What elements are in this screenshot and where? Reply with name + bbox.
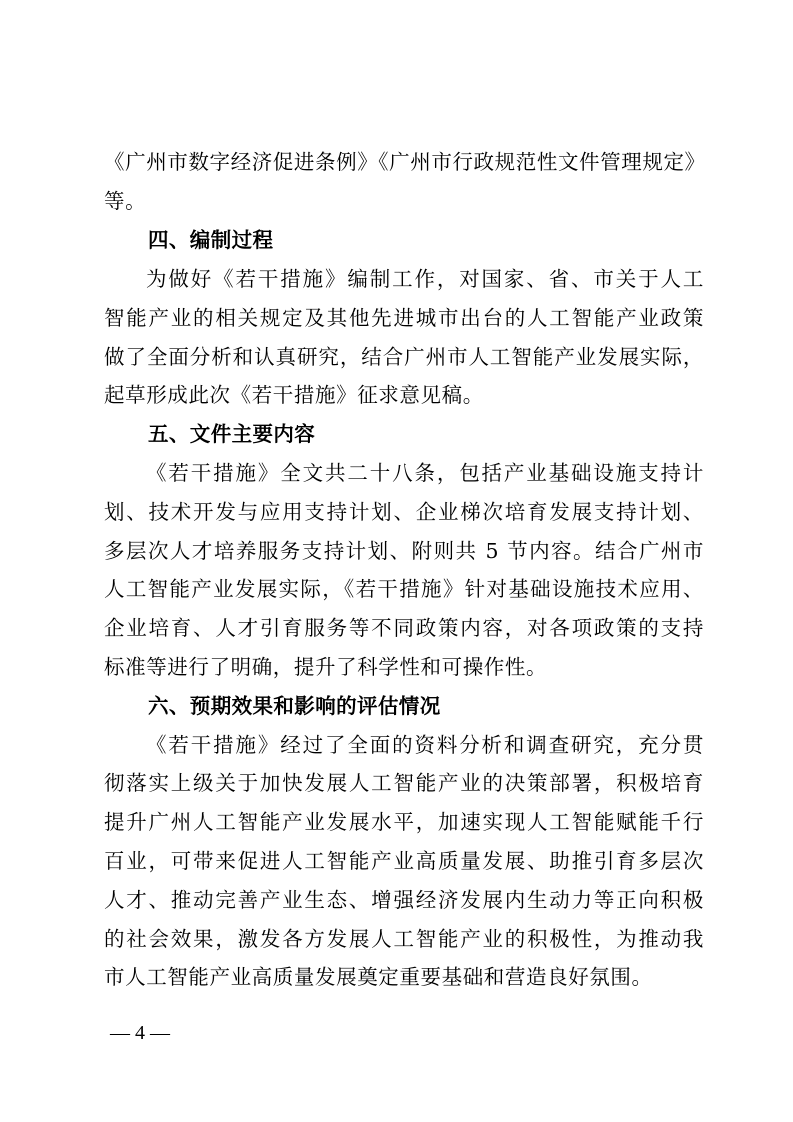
- paragraph-line: 多层次人才培养服务支持计划、附则共 5 节内容。结合广州市: [104, 539, 704, 563]
- paragraph-line: 的社会效果，激发各方发展人工智能产业的积极性，为推动我: [104, 927, 704, 951]
- paragraph-line: 企业培育、人才引育服务等不同政策内容，对各项政策的支持: [104, 616, 704, 640]
- section-heading-5: 五、文件主要内容: [148, 422, 316, 446]
- page-number: — 4 —: [110, 1022, 170, 1044]
- paragraph-line: 市人工智能产业高质量发展奠定重要基础和营造良好氛围。: [104, 965, 653, 989]
- paragraph-line: 标准等进行了明确，提升了科学性和可操作性。: [104, 655, 548, 679]
- paragraph-line: 《广州市数字经济促进条例》《广州市行政规范性文件管理规定》: [104, 150, 706, 174]
- paragraph-line: 起草形成此次《若干措施》征求意见稿。: [104, 383, 484, 407]
- paragraph-line: 彻落实上级关于加快发展人工智能产业的决策部署，积极培育: [104, 771, 704, 795]
- paragraph-line: 人才、推动完善产业生态、增强经济发展内生动力等正向积极: [104, 888, 704, 912]
- paragraph-line: 智能产业的相关规定及其他先进城市出台的人工智能产业政策: [104, 306, 704, 330]
- paragraph-line: 提升广州人工智能产业发展水平，加速实现人工智能赋能千行: [104, 810, 704, 834]
- section-heading-4: 四、编制过程: [148, 228, 274, 252]
- paragraph-line: 人工智能产业发展实际，《若干措施》针对基础设施技术应用、: [104, 577, 704, 601]
- paragraph-line: 等。: [104, 189, 147, 213]
- paragraph-line: 《若干措施》全文共二十八条，包括产业基础设施支持计: [146, 461, 704, 485]
- paragraph-line: 为做好《若干措施》编制工作，对国家、省、市关于人工: [146, 267, 704, 291]
- paragraph-line: 划、技术开发与应用支持计划、企业梯次培育发展支持计划、: [104, 500, 704, 524]
- paragraph-line: 做了全面分析和认真研究，结合广州市人工智能产业发展实际，: [104, 345, 704, 369]
- section-heading-6: 六、预期效果和影响的评估情况: [148, 694, 441, 718]
- paragraph-line: 《若干措施》经过了全面的资料分析和调查研究，充分贯: [146, 733, 704, 757]
- paragraph-line: 百业，可带来促进人工智能产业高质量发展、助推引育多层次: [104, 849, 704, 873]
